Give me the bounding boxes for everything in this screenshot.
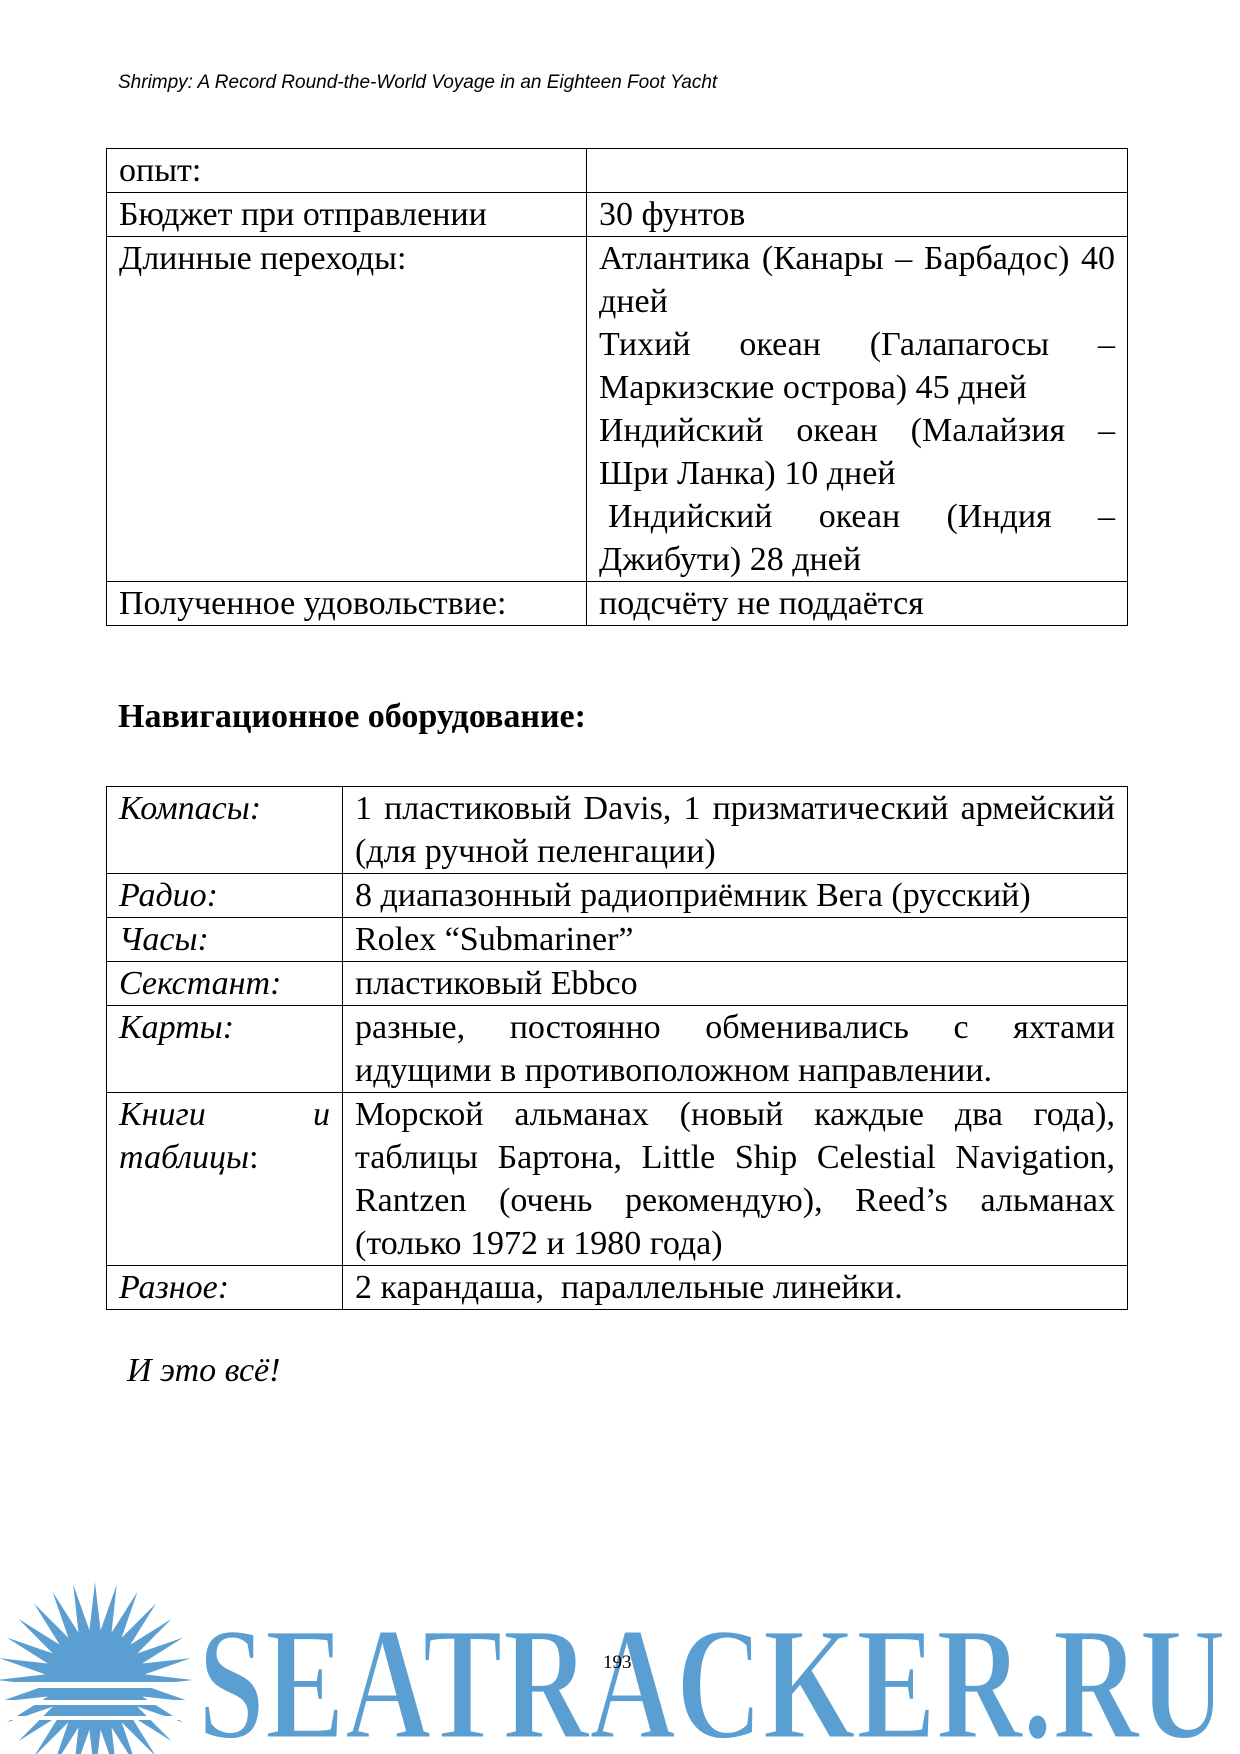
row-label: Компасы: — [107, 787, 343, 874]
table-row — [107, 1093, 1128, 1266]
table-row — [107, 1266, 1128, 1310]
section-heading: Навигационное оборудование: — [118, 698, 586, 735]
row-value-text: пластиковый Ebbco — [355, 965, 638, 1002]
passage-indian-2: Индийский океан (Индия – Джибути) 28 дней — [599, 498, 1115, 578]
row-label: Бюджет при отправлении — [107, 193, 587, 237]
passages-list — [587, 237, 1128, 582]
closing-note: И это всё! — [127, 1352, 281, 1389]
running-header: Shrimpy: A Record Round-the-World Voyage in an Eighteen Foot Yacht — [118, 72, 718, 93]
table-row — [107, 874, 1128, 918]
passage-atlantic: Атлантика (Канары – Барбадос) 40 дней — [599, 240, 1115, 320]
books-label-line — [119, 1093, 330, 1136]
row-label: Часы: — [107, 918, 343, 962]
passage-pacific: Тихий океан (Галапагосы – Маркизские острова) 45 дней — [599, 326, 1115, 406]
row-value-text: 8 диапазонный радиоприёмник Вега (русский) — [355, 877, 1031, 914]
books-label-colon: : — [249, 1139, 259, 1176]
page-number: 193 — [603, 1652, 632, 1673]
row-value-text: разные, постоянно обменивались с яхтами идущими в противоположном направлении. — [355, 1009, 1115, 1089]
row-label — [107, 1093, 343, 1266]
row-value-text: 2 карандаша, параллельные линейки. — [355, 1269, 903, 1306]
watermark-text: SEATRACKER.RU — [198, 1595, 1226, 1754]
voyage-stats-table — [106, 148, 1128, 626]
row-label: опыт: — [107, 149, 587, 193]
navigation-equipment-table — [106, 786, 1128, 1310]
books-label-word: и — [313, 1096, 330, 1133]
row-label: Полученное удовольствие: — [107, 582, 587, 626]
books-label-line — [119, 1136, 330, 1179]
table-row — [107, 1006, 1128, 1093]
row-value-text: 1 пластиковый Davis, 1 призматический армейский (для ручной пеленгации) — [355, 790, 1115, 870]
passage-indian-1: Индийский океан (Малайзия – Шри Ланка) 10 дней — [599, 412, 1115, 492]
row-label: Секстант: — [107, 962, 343, 1006]
row-value — [343, 1266, 1128, 1310]
row-value-text: Морской альманах (новый каждые два года), таблицы Бартона, Little Ship Celestial Navigation, Rantzen (очень рекомендую), Reed’s альманах (только 1972 и 1980 года) — [355, 1096, 1115, 1262]
row-label: Радио: — [107, 874, 343, 918]
table-row — [107, 582, 1128, 626]
table-row — [107, 918, 1128, 962]
books-label-word: Книги — [119, 1096, 206, 1133]
row-value — [343, 1093, 1128, 1266]
row-value — [343, 918, 1128, 962]
row-value: подсчёту не поддаётся — [587, 582, 1128, 626]
row-label: Длинные переходы: — [107, 237, 587, 582]
row-value — [343, 787, 1128, 874]
table-row — [107, 962, 1128, 1006]
row-value — [343, 962, 1128, 1006]
table-row — [107, 149, 1128, 193]
sun-icon — [0, 1582, 205, 1754]
books-label-word: таблицы — [119, 1139, 250, 1176]
row-value: 30 фунтов — [587, 193, 1128, 237]
row-label: Разное: — [107, 1266, 343, 1310]
row-label: Карты: — [107, 1006, 343, 1093]
row-value — [343, 1006, 1128, 1093]
table-row — [107, 787, 1128, 874]
row-value — [587, 149, 1128, 193]
row-value — [343, 874, 1128, 918]
table-row — [107, 237, 1128, 582]
table-row — [107, 193, 1128, 237]
row-value-text: Rolex “Submariner” — [355, 921, 634, 958]
